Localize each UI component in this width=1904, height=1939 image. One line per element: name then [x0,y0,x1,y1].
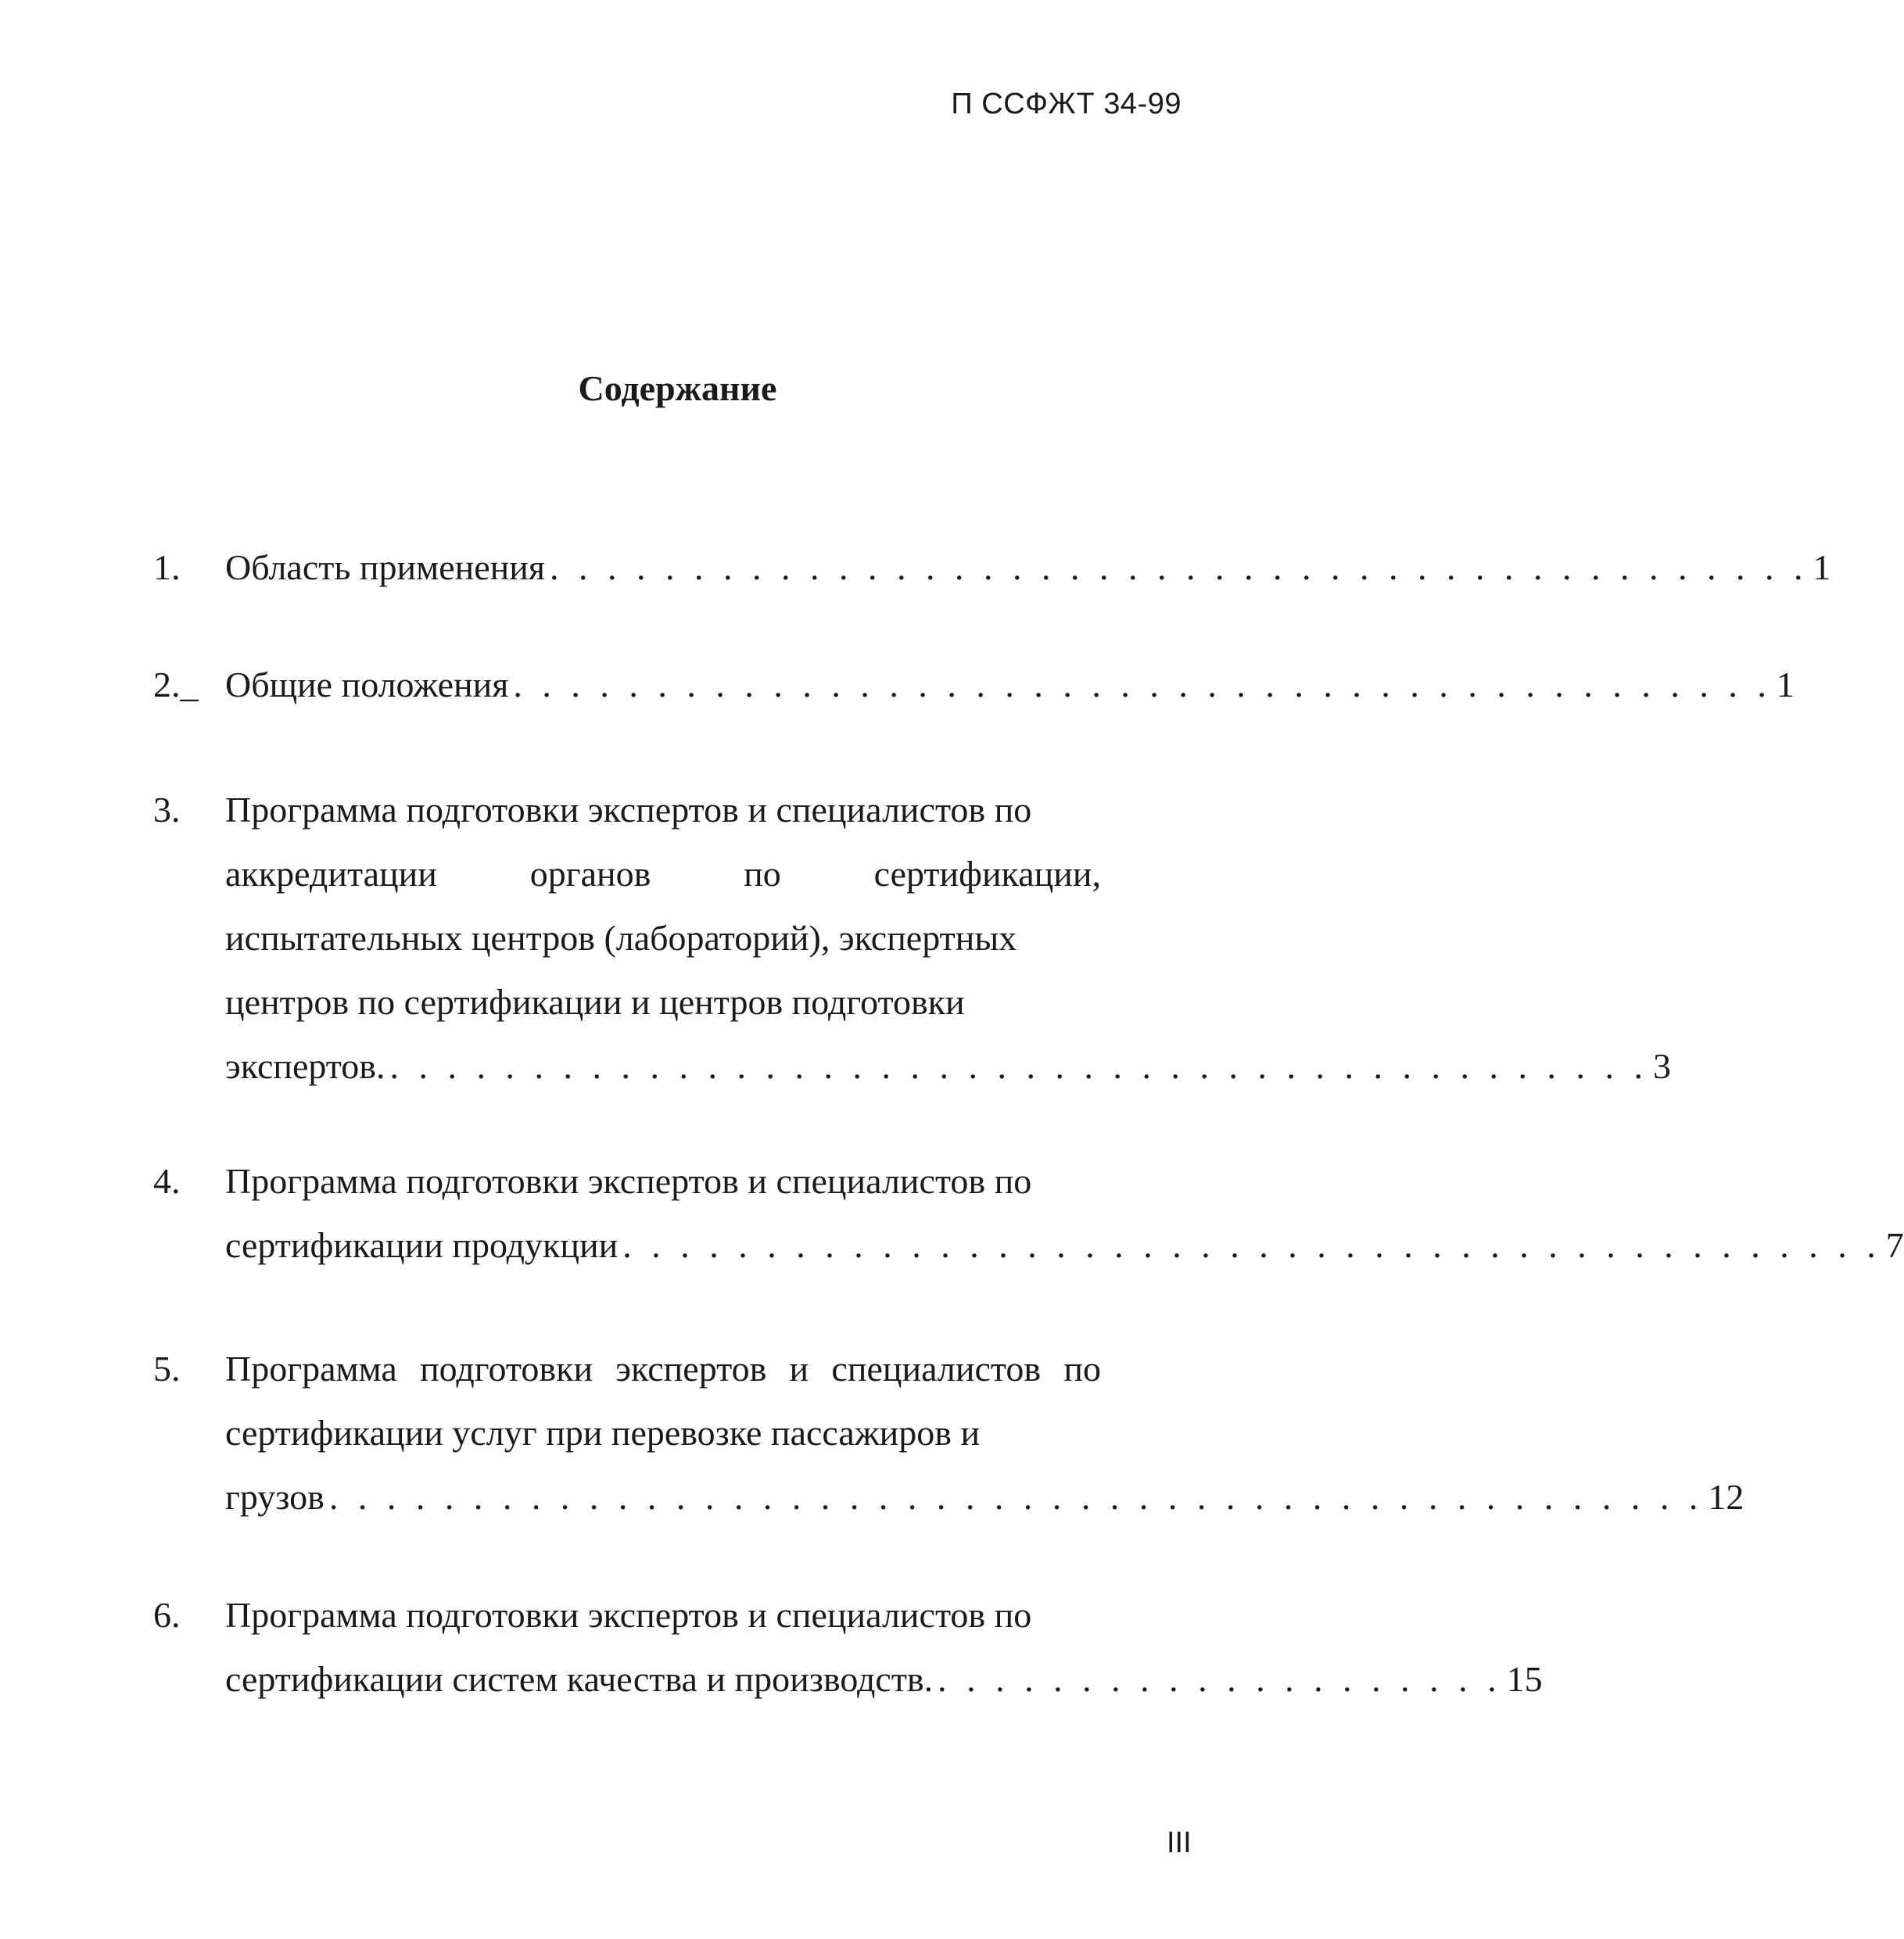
dot-leader: . . . . . . . . . . . . . . . . . . . . . . . . . . . . . . . . . . . . . . . . . . . . [389,1046,1649,1086]
toc-entry-text: Программа подготовки экспертов и специалистов по [225,790,1032,830]
toc-entry-text: сертификации продукции [225,1225,619,1265]
word: экспертов [615,1349,767,1389]
dot-leader: . . . . . . . . . . . . . . . . . . . . . . . . . . . . . . . . . . . . . . . . . . . . [550,547,1809,587]
toc-entry-text: Общие положения [225,665,509,704]
dot-leader: . . . . . . . . . . . . . . . . . . . . [938,1659,1502,1699]
toc-entry-text: центров по сертификации и центров подготовки [225,982,965,1022]
word: специалистов [831,1349,1042,1389]
toc-page-number: 15 [1506,1659,1543,1699]
word: сертификации, [873,854,1101,894]
toc-entry-number: 5. [153,1349,181,1389]
page-number-roman: III [1167,1826,1192,1859]
toc-page-number: 7 [1885,1225,1904,1265]
toc-entry-number: 1. [153,547,181,587]
toc-entry-number: 4. [153,1161,181,1201]
toc-page-number: 3 [1653,1046,1672,1086]
toc-title: Содержание [578,368,777,408]
word: подготовки [420,1349,593,1389]
toc-page-number: 12 [1708,1477,1744,1517]
word: органов [529,854,651,894]
toc-entry-text: Программа подготовки экспертов и специалистов по [225,1595,1032,1635]
toc-entry-text: сертификации услуг при перевозке пассажиров и [225,1413,981,1453]
document-code: П ССФЖТ 34-99 [951,88,1181,120]
dot-leader: . . . . . . . . . . . . . . . . . . . . . . . . . . . . . . . . . . . . . . . . . . . . . . . . [328,1477,1704,1517]
toc-entry-text: сертификации систем качества и производств. [225,1659,934,1699]
word: Программа [225,1349,397,1389]
toc-page-number: 1 [1813,547,1831,587]
word: по [744,854,781,894]
toc-entry-text-justified [225,1337,1101,1401]
dot-leader: . . . . . . . . . . . . . . . . . . . . . . . . . . . . . . . . . . . . . . . . . . . . [622,1225,1881,1265]
word: аккредитации [225,854,437,894]
toc-entry-text: испытательных центров (лабораторий), экспертных [225,918,1017,958]
toc-entry-number: 3. [153,790,181,830]
dot-leader: . . . . . . . . . . . . . . . . . . . . . . . . . . . . . . . . . . . . . . . . . . . . [513,665,1772,704]
toc-entry-text: Программа подготовки экспертов и специалистов по [225,1161,1032,1201]
word: и [789,1349,809,1389]
toc-entry-number: 2._ [153,665,199,704]
toc-entry-number: 6. [153,1595,181,1635]
word: по [1063,1349,1101,1389]
toc-entry-text: экспертов. [225,1046,385,1086]
toc-entry-text-justified [225,842,1101,906]
toc-entry-text: грузов [225,1477,325,1517]
toc-entry-text: Область применения [225,547,546,587]
toc-page-number: 1 [1776,665,1795,704]
